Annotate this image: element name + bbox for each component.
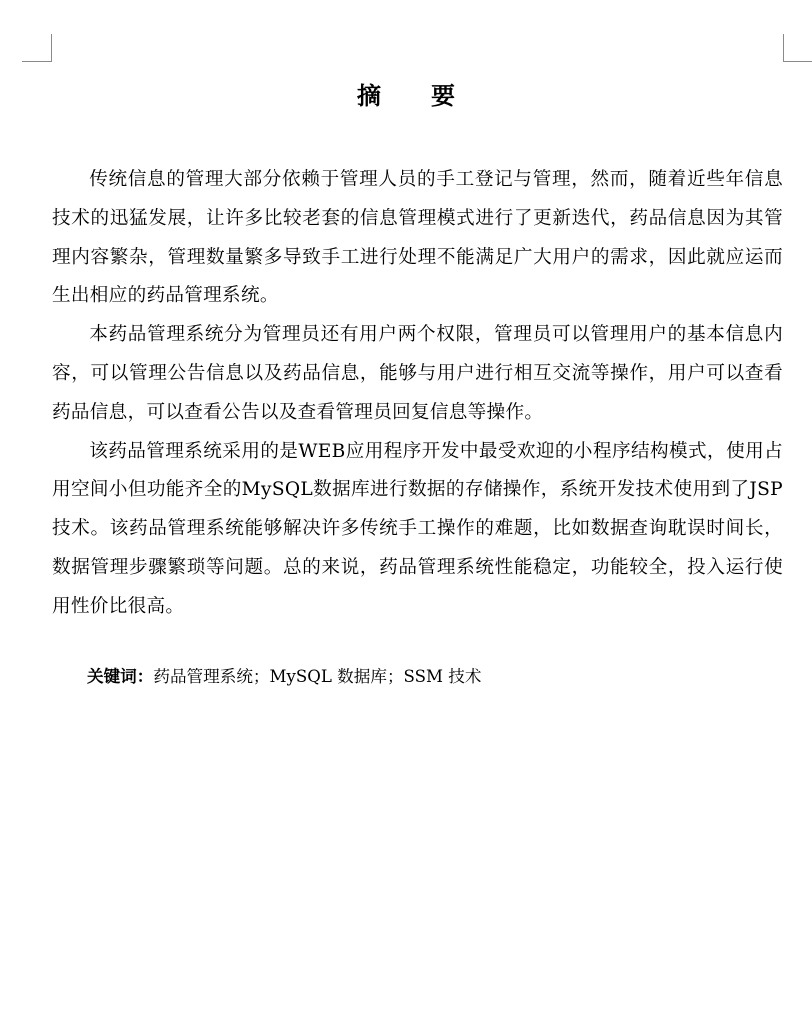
corner-mark-top-right: [783, 34, 812, 62]
corner-mark-top-left: [22, 34, 52, 62]
abstract-title-char-2: 要: [431, 82, 455, 110]
abstract-title: [0, 78, 812, 114]
keywords-label: 关键词：: [87, 667, 154, 686]
abstract-paragraph-2: 本药品管理系统分为管理员还有用户两个权限，管理员可以管理用户的基本信息内容，可以管理公告信息以及药品信息，能够与用户进行相互交流等操作，用户可以查看药品信息，可以查看公告以及查看管理员回复信息等操作。: [52, 324, 783, 423]
abstract-title-char-1: 摘: [357, 82, 381, 110]
keywords-line: [87, 662, 481, 692]
abstract-body: [52, 161, 783, 627]
abstract-paragraph-3: 该药品管理系统采用的是WEB应用程序开发中最受欢迎的小程序结构模式，使用占用空间小但功能齐全的MySQL数据库进行数据的存储操作，系统开发技术使用到了JSP技术。该药品管理系统能够解决许多传统手工操作的难题，比如数据查询耽误时间长，数据管理步骤繁琐等问题。总的来说，药品管理系统性能稳定，功能较全，投入运行使用性价比很高。: [52, 440, 783, 617]
keywords-text: 药品管理系统；MySQL 数据库；SSM 技术: [153, 667, 482, 686]
abstract-paragraph-1: 传统信息的管理大部分依赖于管理人员的手工登记与管理，然而，随着近些年信息技术的迅猛发展，让许多比较老套的信息管理模式进行了更新迭代，药品信息因为其管理内容繁杂，管理数量繁多导致手工进行处理不能满足广大用户的需求，因此就应运而生出相应的药品管理系统。: [52, 169, 783, 307]
